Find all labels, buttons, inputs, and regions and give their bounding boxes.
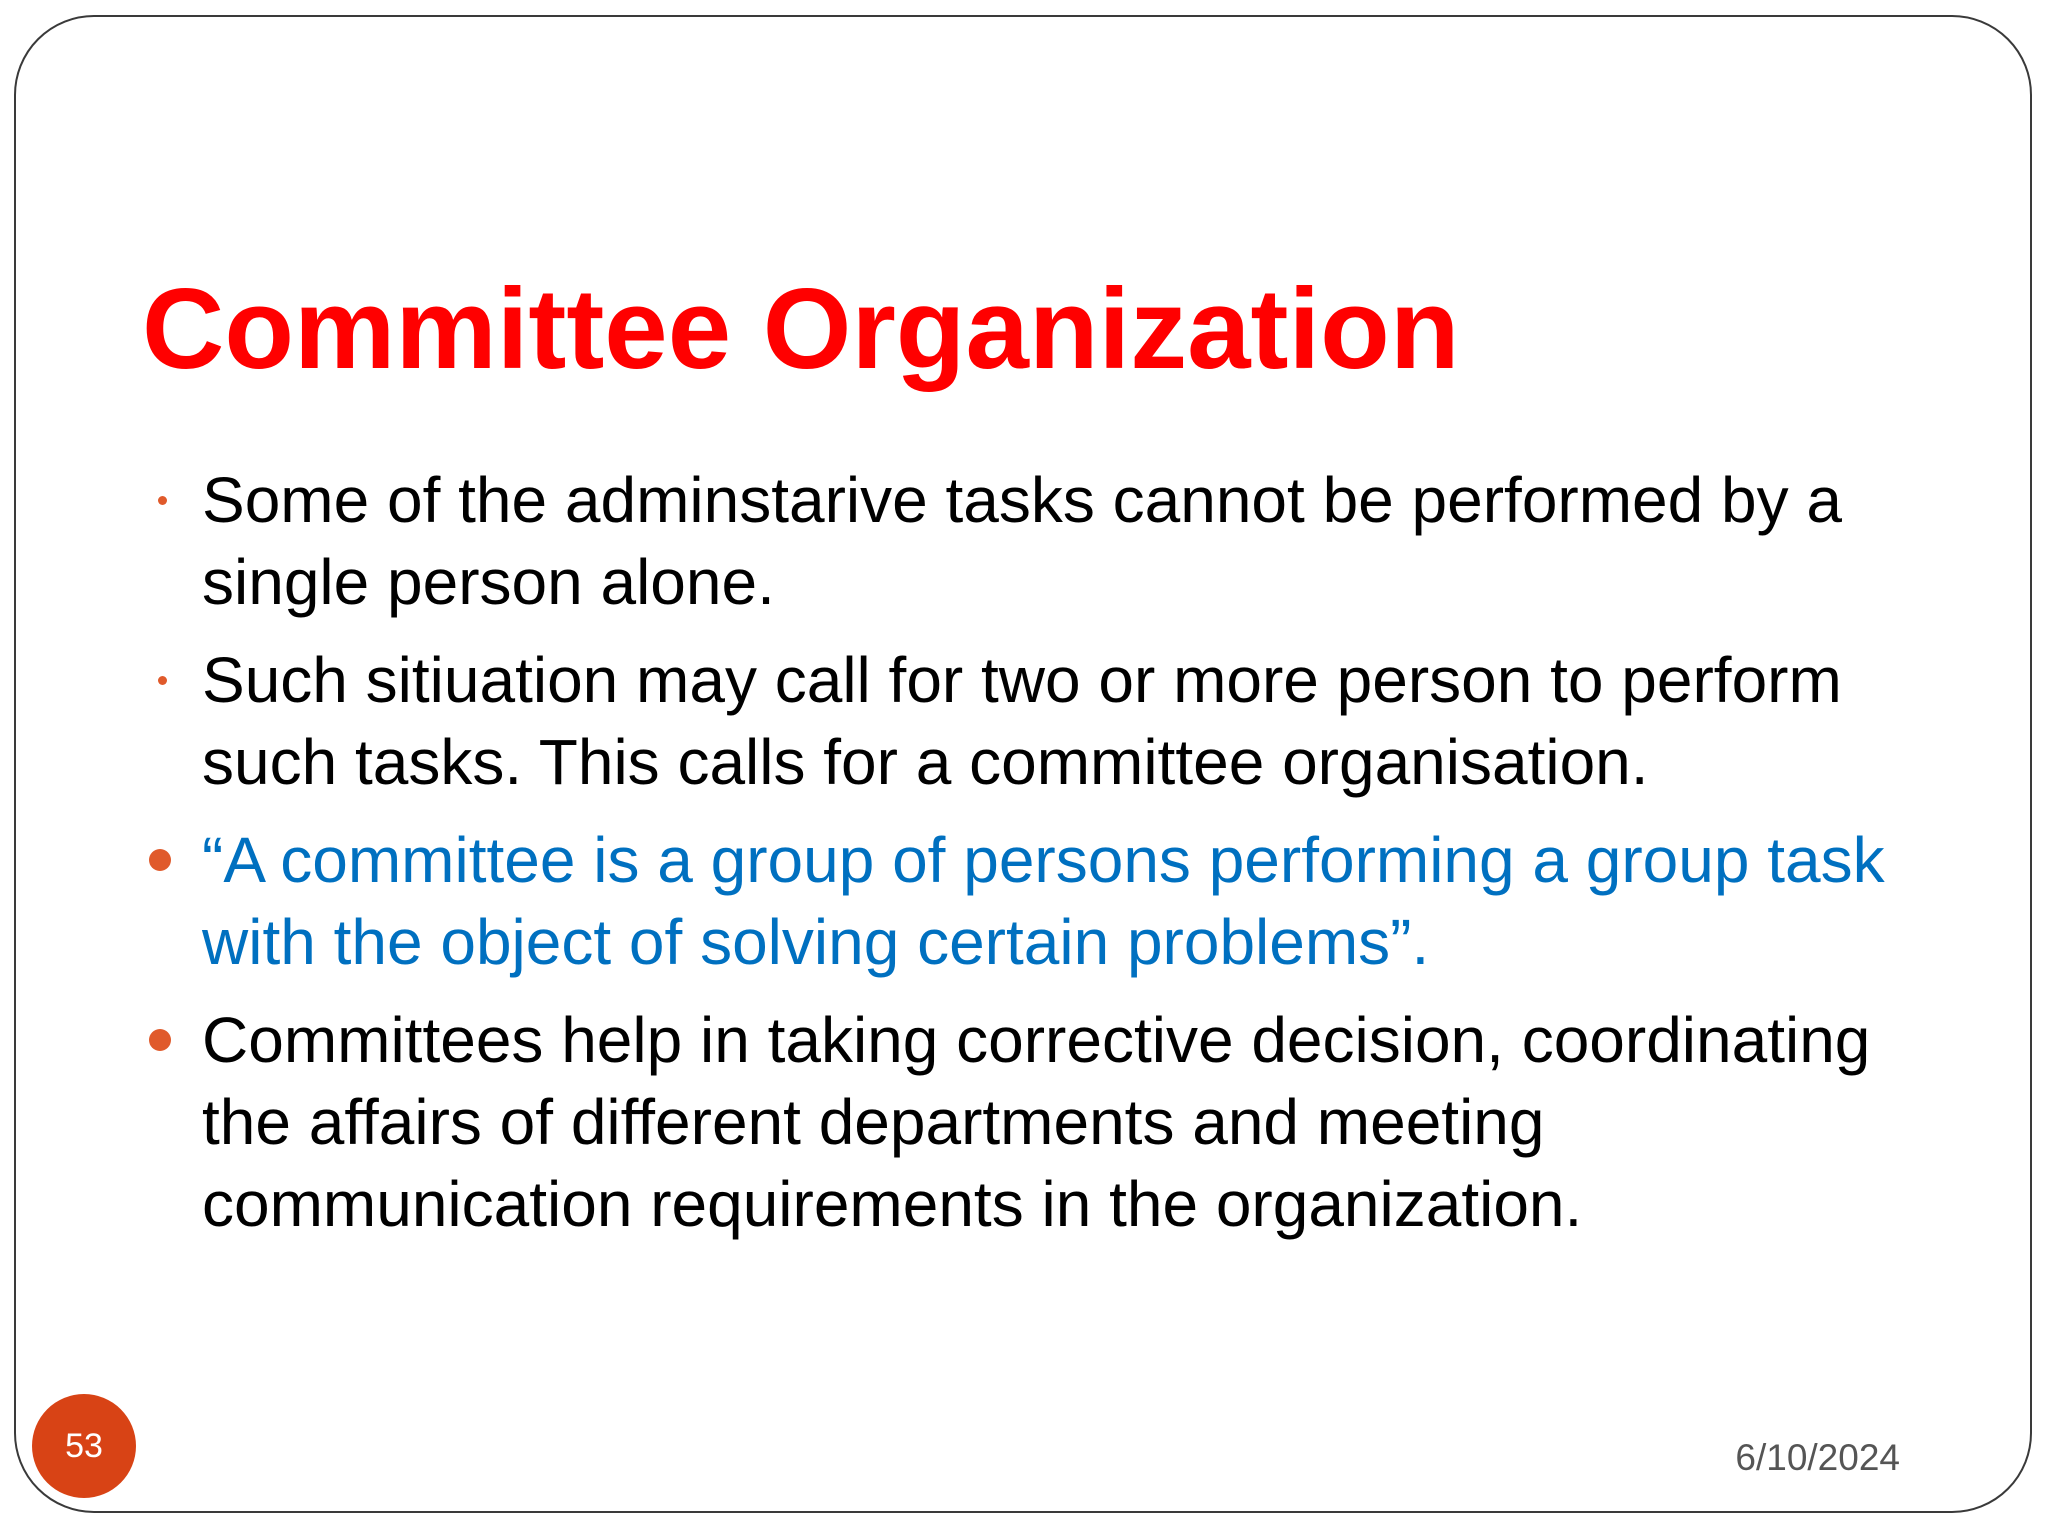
bullet-dot-icon <box>142 999 182 1081</box>
bullet-text: Some of the adminstarive tasks cannot be performed by a single person alone. <box>202 464 1842 618</box>
bullet-text: Such sitiuation may call for two or more person to perform such tasks. This calls for a committee organisation. <box>202 644 1842 798</box>
bullet-item-4 <box>142 999 1962 1245</box>
bullet-item-2 <box>142 639 1962 803</box>
bullet-dot-icon <box>142 459 182 541</box>
bullet-dot-icon <box>142 819 182 901</box>
bullet-item-1 <box>142 459 1962 623</box>
bullet-dot-icon <box>142 639 182 721</box>
bullet-text: “A committee is a group of persons performing a group task with the object of solving certain problems”. <box>202 824 1885 978</box>
slide-title: Committee Organization <box>142 266 1460 393</box>
slide-date: 6/10/2024 <box>1735 1437 1900 1478</box>
page-number-badge: 53 <box>32 1394 136 1498</box>
bullet-item-3 <box>142 819 1962 983</box>
bullet-text: Committees help in taking corrective decision, coordinating the affairs of different departments and meeting communication requirements in the organization. <box>202 1004 1871 1240</box>
bullet-list <box>142 459 1962 1261</box>
slide-frame <box>14 15 2032 1513</box>
